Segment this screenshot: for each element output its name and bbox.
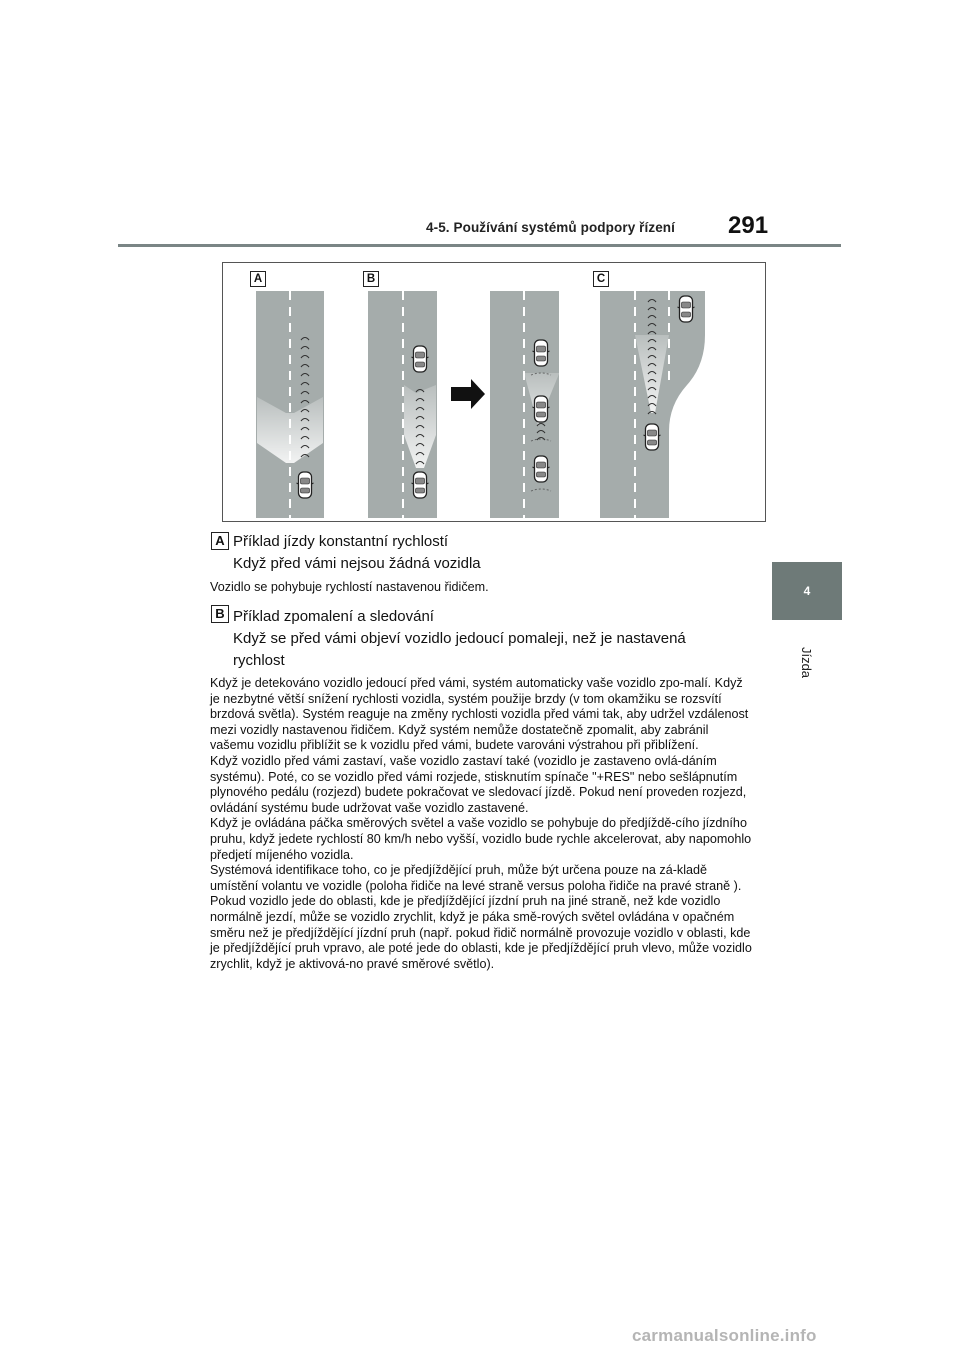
section-a-text (210, 580, 755, 596)
illustration-svg (223, 263, 767, 523)
section-a-paragraph: Vozidlo se pohybuje rychlostí nastavenou řidičem. (210, 580, 489, 594)
transition-arrow (451, 379, 485, 409)
section-title: 4-5. Používání systémů podpory řízení (426, 220, 676, 235)
section-a-badge: A (211, 532, 229, 550)
section-b-paragraph-2: Když vozidlo před vámi zastaví, vaše vozidlo zastaví také (vozidlo je zastaveno ovlá-dáním systému). Poté, co se vozidlo před vámi rozjede, stisknutím spínače "+RES" nebo sešlápnutím plynového pedálu (rozjezd) budete pokračovat ve sledovací jízdě. Pokud není proveden rozjezd, ovládání systému bude udržovat vaše vozidlo zastavené. (210, 753, 747, 815)
watermark: carmanualsonline.info (632, 1326, 817, 1345)
figure-label-c: C (593, 271, 609, 287)
figure-label-b: B (363, 271, 379, 287)
road-b (368, 291, 437, 518)
adaptive-cruise-illustration (222, 262, 766, 522)
road-b-following (490, 291, 561, 518)
chapter-side-label (790, 632, 824, 692)
section-b-paragraph-4: Systémová identifikace toho, co je předjíždějící pruh, může být určena pouze na zá-kladě umístění volantu ve vozidle (poloha řidiče na levé straně versus poloha řidiče na pravé straně ). Pokud vozidlo jede do oblasti, kde je předjíždějící jízdní pruh na jiné straně, než kde vozidlo normálně jezdí, může se vozidlo zrychlit, když je páka smě-rových světel ovládána v opačném směru než je předjíždějící jízdní pruh (např. pokud řidič normálně provozuje vozidlo v oblasti, kde je předjíždějící pruh vpravo, ale poté jede do oblasti, kde je předjíždějící pruh vlevo, může vozidlo zrychlit, když je aktivová-no pravé směrové světlo). (210, 863, 752, 971)
section-a-title-line2: Když před vámi nejsou žádná vozidla (233, 555, 481, 572)
section-a-title (233, 531, 773, 575)
section-b-title-line3: rychlost (233, 652, 285, 669)
section-b-paragraph-3: Když je ovládána páčka směrových světel a vaše vozidlo se pohybuje do předjíždě-cího jízdního pruhu, když jedete rychlostí 80 km/h nebo vyšší, vozidlo bude rychle akcelerovat, aby napomohlo předjetí míjeného vozidla. (210, 816, 752, 862)
chapter-number: 4 (803, 584, 811, 598)
section-b-title-line2: Když se před vámi objeví vozidlo jedoucí pomaleji, než je nastavená (233, 630, 686, 647)
section-b-text (210, 676, 755, 972)
header-divider (118, 244, 841, 247)
section-b-title (233, 606, 773, 672)
section-b-paragraph-1: Když je detekováno vozidlo jedoucí před vámi, systém automaticky vaše vozidlo zpo-malí. Když je nezbytné větší snížení rychlosti vozidla, systém použije brzdy (v tom okamžiku se rozsvítí brzdová světla). Systém reaguje na změny rychlosti vozidla před vámi tak, aby udržel vzdálenost mezi vozidly nastavenou řidičem. Když systém nemůže dostatečně zpomalit, aby zabránil vašemu vozidlu přiblížit se k vozidlu před vámi, budete varováni výstrahou při přiblížení. (210, 676, 749, 753)
road-c (600, 291, 705, 518)
road-a (256, 291, 324, 518)
page-number: 291 (728, 212, 769, 239)
section-b-title-line1: Příklad zpomalení a sledování (233, 608, 434, 625)
chapter-tab (772, 562, 842, 620)
section-b-badge: B (211, 605, 229, 623)
figure-label-a: A (250, 271, 266, 287)
chapter-label: Jízda (799, 646, 815, 678)
section-a-title-line1: Příklad jízdy konstantní rychlostí (233, 533, 449, 550)
